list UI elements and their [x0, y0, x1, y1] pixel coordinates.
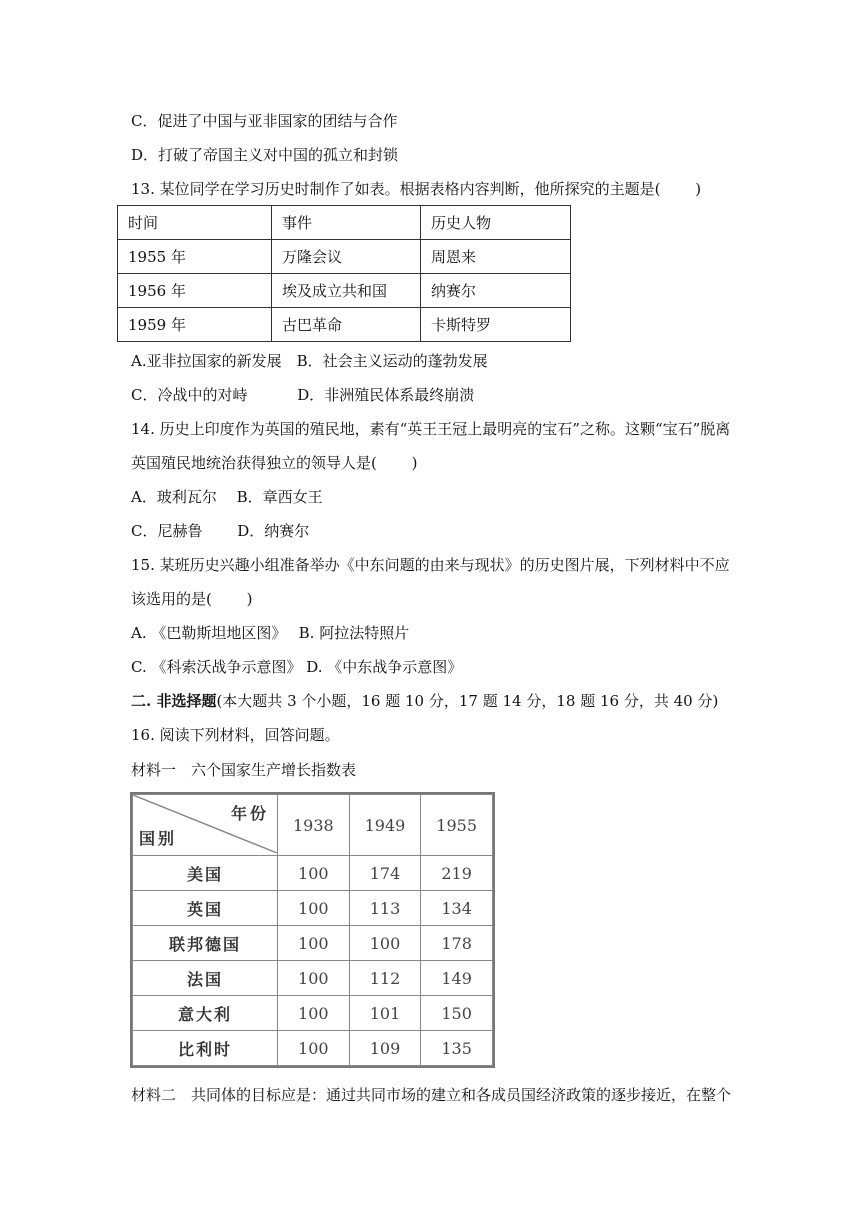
q14-stem-line2: 英国殖民地统治获得独立的领导人是( ) — [131, 454, 418, 472]
q13-options-cd: C．冷战中的对峙 D．非洲殖民体系最终崩溃 — [131, 386, 475, 404]
q16-stem: 16. 阅读下列材料，回答问题。 — [131, 726, 340, 744]
table-cell: 109 — [349, 1031, 421, 1066]
table-row — [118, 240, 571, 274]
corner-country-label: 国别 — [139, 829, 178, 848]
q13-stem: 13. 某位同学在学习历史时制作了如表。根据表格内容判断，他所探究的主题是( ) — [131, 180, 702, 198]
q12-option-c: C．促进了中国与亚非国家的团结与合作 — [131, 112, 398, 130]
table-cell: 100 — [278, 891, 350, 926]
q15-stem-line2: 该选用的是( ) — [131, 590, 253, 608]
q12-option-d: D．打破了帝国主义对中国的孤立和封锁 — [131, 146, 399, 164]
table-header-cell: 历史人物 — [421, 206, 571, 240]
table-row — [133, 926, 493, 961]
table-cell: 149 — [421, 961, 493, 996]
table-cell: 周恩来 — [421, 240, 571, 274]
q14-options-ab: A．玻利瓦尔 B．章西女王 — [131, 488, 323, 506]
year-header: 1949 — [349, 795, 421, 856]
table-cell: 纳赛尔 — [421, 274, 571, 308]
table-cell: 150 — [421, 996, 493, 1031]
table-row — [133, 891, 493, 926]
table-row — [118, 274, 571, 308]
q14-stem-line1: 14. 历史上印度作为英国的殖民地，素有“英王王冠上最明亮的宝石”之称。这颗“宝石”脱离 — [131, 420, 731, 438]
section2-heading: 二. 非选择题 — [131, 692, 217, 710]
country-cell: 法国 — [133, 961, 278, 996]
country-cell: 美国 — [133, 856, 278, 891]
table-cell: 卡斯特罗 — [421, 308, 571, 342]
table-cell: 134 — [421, 891, 493, 926]
table-row — [133, 1031, 493, 1066]
table-cell: 174 — [349, 856, 421, 891]
table-cell: 1955 年 — [118, 240, 272, 274]
q16-material1-title: 材料一 六个国家生产增长指数表 — [131, 761, 357, 779]
country-cell: 意大利 — [133, 996, 278, 1031]
year-header: 1938 — [278, 795, 350, 856]
q15-stem-line1: 15. 某班历史兴趣小组准备举办《中东问题的由来与现状》的历史图片展，下列材料中不应 — [131, 556, 730, 574]
section2-note: (本大题共 3 个小题，16 题 10 分，17 题 14 分，18 题 16 分，共 40 分) — [216, 692, 719, 710]
table-row — [133, 856, 493, 891]
table-cell: 113 — [349, 891, 421, 926]
table-cell: 100 — [278, 926, 350, 961]
q15-options-cd: C. 《科索沃战争示意图》 D. 《中东战争示意图》 — [131, 658, 463, 676]
table-row — [133, 996, 493, 1031]
table-header-cell: 事件 — [272, 206, 421, 240]
table-cell: 100 — [349, 926, 421, 961]
country-cell: 联邦德国 — [133, 926, 278, 961]
country-cell: 英国 — [133, 891, 278, 926]
country-cell: 比利时 — [133, 1031, 278, 1066]
table-cell: 埃及成立共和国 — [272, 274, 421, 308]
corner-year-label: 年份 — [230, 804, 269, 823]
table-cell: 古巴革命 — [272, 308, 421, 342]
table-cell: 100 — [278, 856, 350, 891]
q16-material2: 材料二 共同体的目标应是：通过共同市场的建立和各成员国经济政策的逐步接近，在整个 — [131, 1086, 732, 1104]
table-header-row — [133, 795, 493, 856]
table-cell: 1959 年 — [118, 308, 272, 342]
table-cell: 100 — [278, 961, 350, 996]
table-cell: 135 — [421, 1031, 493, 1066]
q15-options-ab: A. 《巴勒斯坦地区图》 B. 阿拉法特照片 — [131, 624, 410, 642]
table-cell: 100 — [278, 1031, 350, 1066]
table-header-cell: 时间 — [118, 206, 272, 240]
table-cell: 219 — [421, 856, 493, 891]
q13-options-ab: A.亚非拉国家的新发展 B．社会主义运动的蓬勃发展 — [131, 352, 488, 370]
table-corner-cell — [133, 795, 278, 856]
production-index-table — [130, 792, 495, 1068]
year-header: 1955 — [421, 795, 493, 856]
table-cell: 100 — [278, 996, 350, 1031]
q13-table — [117, 205, 571, 342]
table-row — [133, 961, 493, 996]
section2-heading-line — [131, 691, 718, 711]
table-cell: 178 — [421, 926, 493, 961]
q14-options-cd: C．尼赫鲁 D．纳赛尔 — [131, 522, 310, 540]
table-cell: 101 — [349, 996, 421, 1031]
table-cell: 1956 年 — [118, 274, 272, 308]
table-cell: 112 — [349, 961, 421, 996]
table-cell: 万隆会议 — [272, 240, 421, 274]
table-row — [118, 308, 571, 342]
table-row — [118, 206, 571, 240]
